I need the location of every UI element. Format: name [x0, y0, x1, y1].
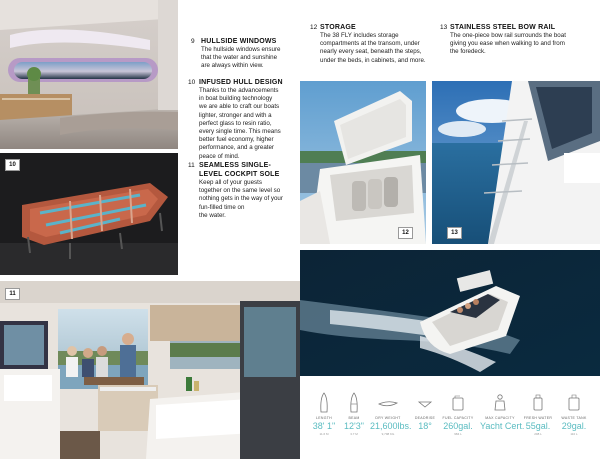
- photo-storage: [300, 81, 426, 244]
- photo-boat-aerial: [300, 250, 600, 376]
- feature-body: The one-piece bow rail surrounds the boat giving you ease when walking to and from the foredeck.: [450, 32, 566, 56]
- spec-deadrise: [407, 392, 443, 432]
- feature-13: [440, 24, 600, 64]
- spec-value: 12'3": [344, 421, 364, 431]
- feature-number: 10: [188, 79, 196, 86]
- spec-sub: 984 L: [454, 432, 462, 436]
- photo-infused-hull: [0, 153, 178, 275]
- length-icon: [319, 392, 329, 414]
- spec-fresh-water: [520, 392, 556, 436]
- feature-number: 9: [191, 38, 195, 45]
- spec-value: Yacht Cert.: [480, 421, 525, 431]
- feature-title: INFUSED HULL DESIGN: [199, 79, 283, 86]
- spec-sub: 11.6 M: [319, 432, 329, 436]
- spec-sub: 208 L: [534, 432, 542, 436]
- spec-label: LENGTH: [316, 416, 332, 420]
- spec-label: WASTE TANK: [561, 416, 587, 420]
- spec-label: DEADRISE: [414, 416, 436, 420]
- spec-value: 260gal.: [443, 421, 473, 431]
- beam-icon: [349, 392, 359, 414]
- feature-12: [310, 24, 435, 74]
- waste-tank-icon: [566, 392, 582, 414]
- photo-cockpit-salon: [0, 281, 300, 459]
- photo-number-badge: 13: [447, 227, 462, 239]
- spec-value: 38' 1": [312, 421, 336, 431]
- spec-beam: [336, 392, 372, 436]
- feature-body: The hullside windows ensure that the water and sunshine are always within view.: [201, 46, 281, 70]
- spec-fuel: [440, 392, 476, 436]
- spec-waste-tank: [556, 392, 592, 436]
- feature-body: Thanks to the advancements in boat building technology we are able to craft our boats lighter, stronger and with a perfect glass to resin ratio, every single time. This means better fuel economy, higher performance, and a greater peace of mind.: [199, 87, 281, 160]
- feature-title: HULLSIDE WINDOWS: [201, 38, 277, 45]
- spec-label: FRESH WATER: [523, 416, 553, 420]
- spec-label: MAX CAPACITY: [485, 416, 515, 420]
- photo-hullside-windows: [0, 0, 178, 149]
- fresh-water-icon: [530, 392, 546, 414]
- spec-sub: 110 L: [570, 432, 578, 436]
- feature-number: 11: [188, 162, 195, 169]
- deadrise-icon: [417, 392, 433, 414]
- spec-value: 18°: [418, 421, 432, 431]
- photo-bow-rail: [432, 81, 600, 244]
- spec-label: FUEL CAPACITY: [442, 416, 474, 420]
- spec-max-capacity: [480, 392, 525, 432]
- spec-label: DRY WEIGHT: [375, 416, 401, 420]
- feature-title: STORAGE: [320, 24, 356, 31]
- photo-number-badge: 12: [398, 227, 413, 239]
- feature-body: The 38 FLY includes storage compartments at the transom, under nearly every seat, beneath the steps, under the beds, in cabinets, and more.: [320, 32, 426, 64]
- photo-number-badge: 10: [5, 159, 20, 171]
- feature-10: [188, 79, 300, 169]
- feature-9: [191, 38, 301, 82]
- photo-number-badge: 11: [5, 288, 20, 300]
- fuel-icon: [450, 392, 466, 414]
- spec-value: 21,600lbs.: [370, 421, 412, 431]
- spec-sub: 9,798 KG: [381, 432, 395, 436]
- spec-value: 55gal.: [525, 421, 551, 431]
- max-capacity-icon: [492, 392, 508, 414]
- feature-11: [188, 162, 300, 242]
- spec-dry-weight: [370, 392, 412, 436]
- feature-number: 12: [310, 24, 318, 31]
- feature-number: 13: [440, 24, 448, 31]
- feature-body: Keep all of your guests together on the same level so nothing gets in the way of your fun-filled time on the water.: [199, 179, 283, 219]
- feature-title: SEAMLESS SINGLE- LEVEL COCKPIT SOLE: [199, 162, 280, 178]
- dry-weight-icon: [377, 392, 399, 414]
- spec-label: BEAM: [348, 416, 360, 420]
- spec-sub: 3.7 M: [350, 432, 358, 436]
- spec-value: 29gal.: [561, 421, 587, 431]
- feature-title: STAINLESS STEEL BOW RAIL: [450, 24, 556, 31]
